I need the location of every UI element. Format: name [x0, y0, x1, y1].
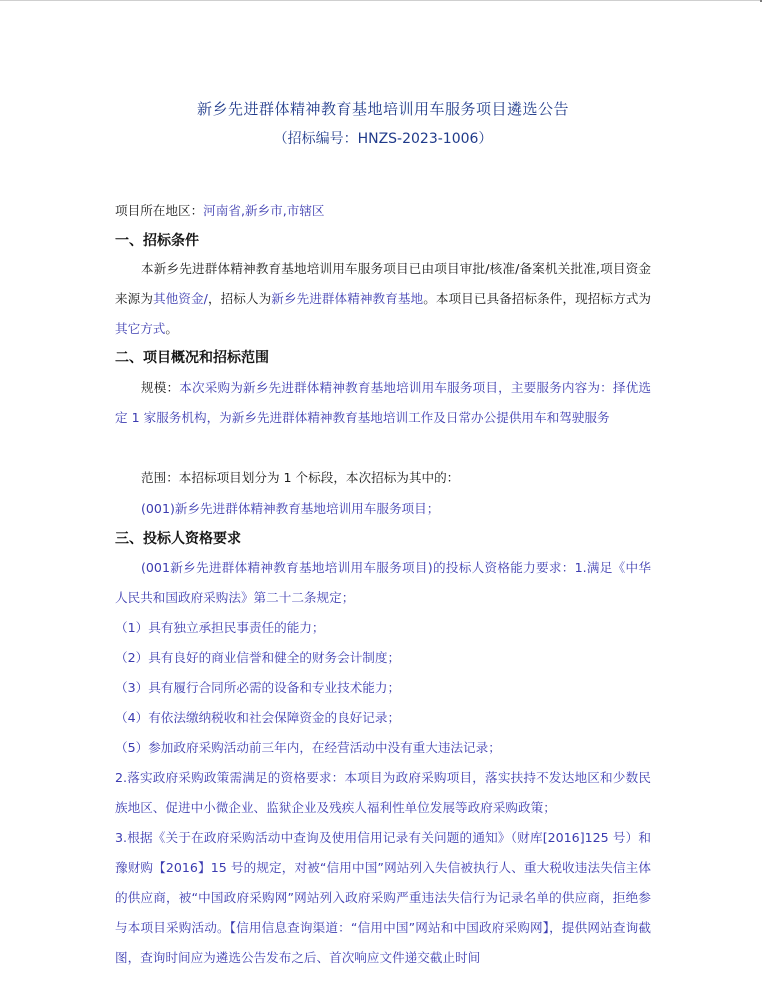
section-3-heading: 三、投标人资格要求	[115, 531, 241, 547]
credit-record-requirement: 3.根据《关于在政府采购活动中查询及使用信用记录有关问题的通知》（财库[2016]125 号）和豫财购【2016】15 号的规定，对被“信用中国”网站列入失信被执行人、重大税收违法失信主体的供应商，被“中国政府采购网”网站列入政府采购严重违法失信行为记录名单的供应商，拒绝参与本项目采购活动。【信用信息查询渠道：“信用中国”网站和中国政府采购网】，提供网站查询截图，查询时间应为遴选公告发布之后、首次响应文件递交截止时间	[115, 830, 651, 965]
s1-text-a: 本新乡先进群体精神教育基地培训用车服务项目已由项目审批/核准/备案机关批准,项目资金来源为	[115, 261, 651, 306]
scale-text: 本次采购为新乡先进群体精神教育基地培训用车服务项目，主要服务内容为：择优选定 1 家服务机构，为新乡先进群体精神教育基地培训工作及日常办公提供用车和驾驶服务	[115, 380, 652, 425]
section-2-heading: 二、项目概况和招标范围	[115, 350, 269, 366]
top-border-line	[0, 0, 762, 1]
tender-method: 其它方式	[115, 321, 166, 336]
fund-source: 其他资金/	[152, 291, 208, 306]
scope-text: 本招标项目划分为 1 个标段，本次招标为其中的：	[178, 470, 460, 485]
tender-number: （招标编号：HNZS-2023-1006）	[273, 131, 493, 147]
document-title: 新乡先进群体精神教育基地培训用车服务项目遴选公告	[196, 100, 569, 118]
qualification-item-3: （3）具有履行合同所必需的设备和专业技术能力；	[115, 680, 401, 695]
scope-label: 范围：	[141, 470, 179, 485]
lot-line: (001)新乡先进群体精神教育基地培训用车服务项目；	[141, 501, 440, 516]
qualification-item-4: （4）有依法缴纳税收和社会保障资金的良好记录；	[115, 710, 401, 725]
qualification-item-1: （1）具有独立承担民事责任的能力；	[115, 620, 325, 635]
s1-text-d: 。	[165, 321, 178, 336]
scale-paragraph	[115, 373, 651, 433]
qualification-item-5: （5）参加政府采购活动前三年内，在经营活动中没有重大违法记录；	[115, 740, 501, 755]
s1-text-b: ，招标人为	[207, 291, 272, 306]
project-region	[115, 196, 651, 226]
policy-requirement: 2.落实政府采购政策需满足的资格要求：本项目为政府采购项目，落实扶持不发达地区和少数民族地区、促进中小微企业、监狱企业及残疾人福利性单位发展等政府采购政策；	[115, 770, 651, 815]
region-value: 河南省,新乡市,市辖区	[203, 203, 325, 218]
qualification-item-2: （2）具有良好的商业信誉和健全的财务会计制度；	[115, 650, 401, 665]
qualification-intro-text: (001新乡先进群体精神教育基地培训用车服务项目)的投标人资格能力要求：1.满足《中华人民共和国政府采购法》第二十二条规定；	[115, 560, 651, 605]
scale-label: 规模：	[141, 380, 180, 395]
section-1-heading: 一、招标条件	[115, 233, 199, 249]
s1-text-c: 。本项目已具备招标条件，现招标方式为	[423, 291, 652, 306]
scope-paragraph	[115, 463, 651, 493]
qualification-intro	[115, 553, 651, 613]
tenderer-name: 新乡先进群体精神教育基地	[271, 291, 424, 306]
section-1-paragraph	[115, 254, 651, 344]
region-label: 项目所在地区：	[115, 203, 204, 218]
